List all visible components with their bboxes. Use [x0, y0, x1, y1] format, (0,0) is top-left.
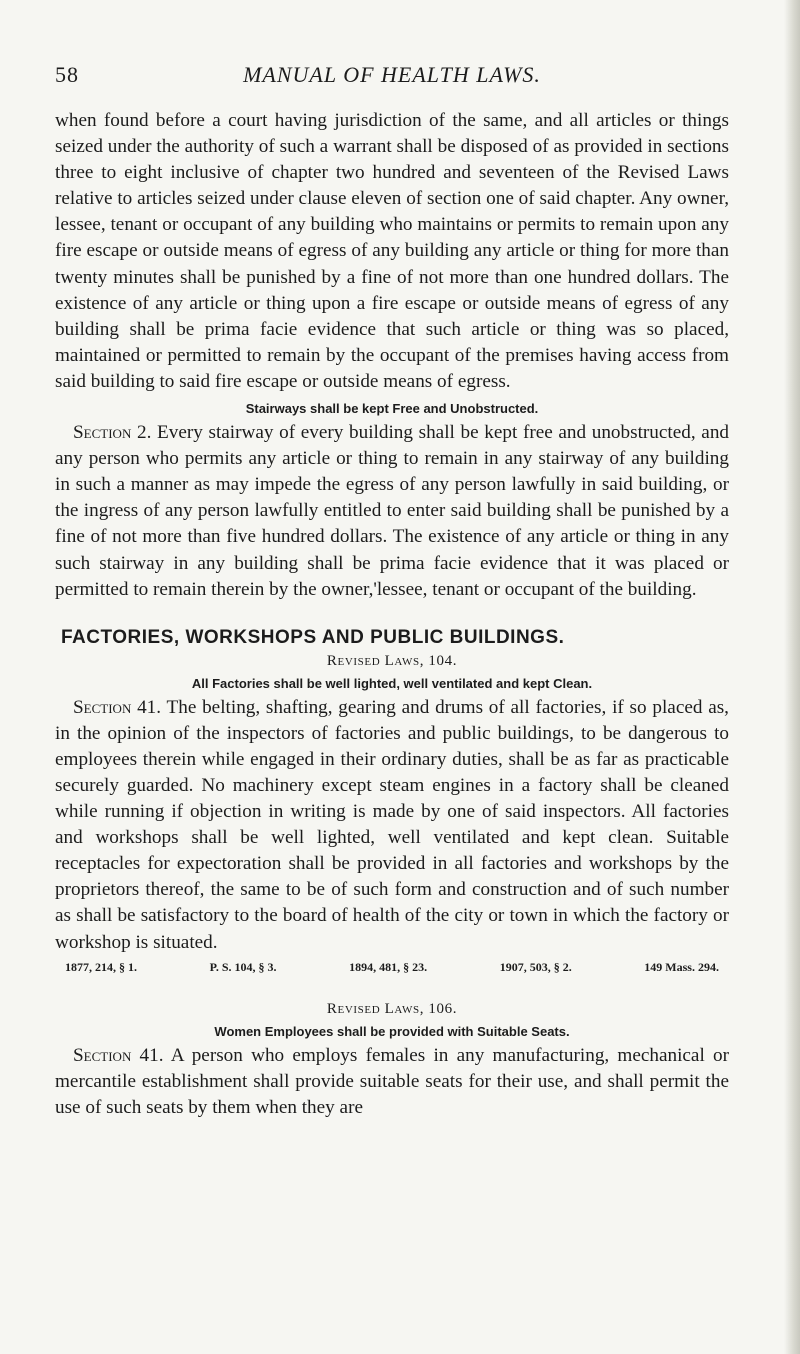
- section-41-seats-paragraph: [55, 1043, 729, 1121]
- citation: 1907, 503, § 2.: [499, 959, 572, 974]
- factories-side-heading: All Factories shall be well lighted, well ventilated and kept Clean.: [191, 675, 593, 691]
- section-2-paragraph: [55, 420, 729, 603]
- section-41-label: Section 41.: [73, 1044, 164, 1066]
- citation: 1894, 481, § 23.: [349, 959, 428, 974]
- section-2-label: Section 2.: [73, 422, 152, 444]
- section-41-seats-text: A person who employs females in any manufacturing, mechanical or mercantile establishment shall provide suitable seats for their use, and shall permit the use of such seats by them when they are: [55, 1044, 729, 1118]
- continuation-paragraph: when found before a court having jurisdiction of the same, and all articles or things seized under the authority of such a warrant shall be disposed of as provided in sections three to eight inclusive of chapter two hundred and seventeen of the Revised Laws relative to articles seized under clause eleven of section one of said chapter. Any owner, lessee, tenant or occupant of any building who maintains or permits to remain upon any fire escape or outside means of egress of any building any article or thing for more than twenty minutes shall be punished by a fine of not more than one hundred dollars. The existence of any article or thing upon a fire escape or outside means of egress of any building shall be prima facie evidence that such article or thing was so placed, maintained or permitted to remain by the occupant of the premises having access from said building to said fire escape or outside means of egress.: [55, 110, 729, 392]
- section-41-factories-paragraph: [55, 695, 729, 956]
- citation: P. S. 104, § 3.: [209, 959, 277, 974]
- section-41-label: Section 41.: [73, 696, 162, 718]
- revised-laws-104: Revised Laws, 104.: [326, 652, 458, 669]
- citations-line: [55, 956, 729, 975]
- citation: 149 Mass. 294.: [644, 959, 719, 974]
- women-seats-side-heading: Women Employees shall be provided with Suitable Seats.: [214, 1023, 570, 1039]
- running-head: [55, 62, 729, 90]
- stairways-side-heading: Stairways shall be kept Free and Unobstructed.: [245, 401, 539, 417]
- book-title: MANUAL OF HEALTH LAWS.: [243, 62, 541, 87]
- book-page: [55, 62, 729, 1121]
- section-41-factories-text: The belting, shafting, gearing and drums of all factories, if so placed as, in the opinion of the inspectors of factories and public buildings, to be dangerous to employees therein while engaged in their ordinary duties, shall be as far as practicable securely guarded. No machinery except steam engines in a factory shall be cleaned while running if objection in writing is made by one of said inspectors. All factories and workshops shall be well lighted, well ventilated and kept clean. Suitable receptacles for expectoration shall be provided in all factories and workshops by the proprietors thereof, the same to be of such form and construction and of such number as shall be satisfactory to the board of health of the city or town in which the factory or workshop is situated.: [55, 696, 729, 953]
- factories-section-title: FACTORIES, WORKSHOPS AND PUBLIC BUILDINGS.: [61, 626, 565, 648]
- citation: 1877, 214, § 1.: [65, 959, 137, 974]
- page-edge-shadow: [784, 0, 800, 1354]
- section-2-text: Every stairway of every building shall be kept free and unobstructed, and any person who permits any article or thing to remain in any stairway of any building in such a manner as may impede the egress of any person lawfully in said building, or the ingress of any person lawfully entitled to enter said building shall be punished by a fine of not more than five hundred dollars. The existence of any article or thing in any such stairway in any building shall be prima facie evidence that it was placed or permitted to remain therein by the owner,'lessee, tenant or occupant of the building.: [55, 422, 730, 600]
- page-number: 58: [55, 62, 79, 87]
- body-text: [55, 108, 729, 1121]
- revised-laws-106: Revised Laws, 106.: [326, 1000, 458, 1017]
